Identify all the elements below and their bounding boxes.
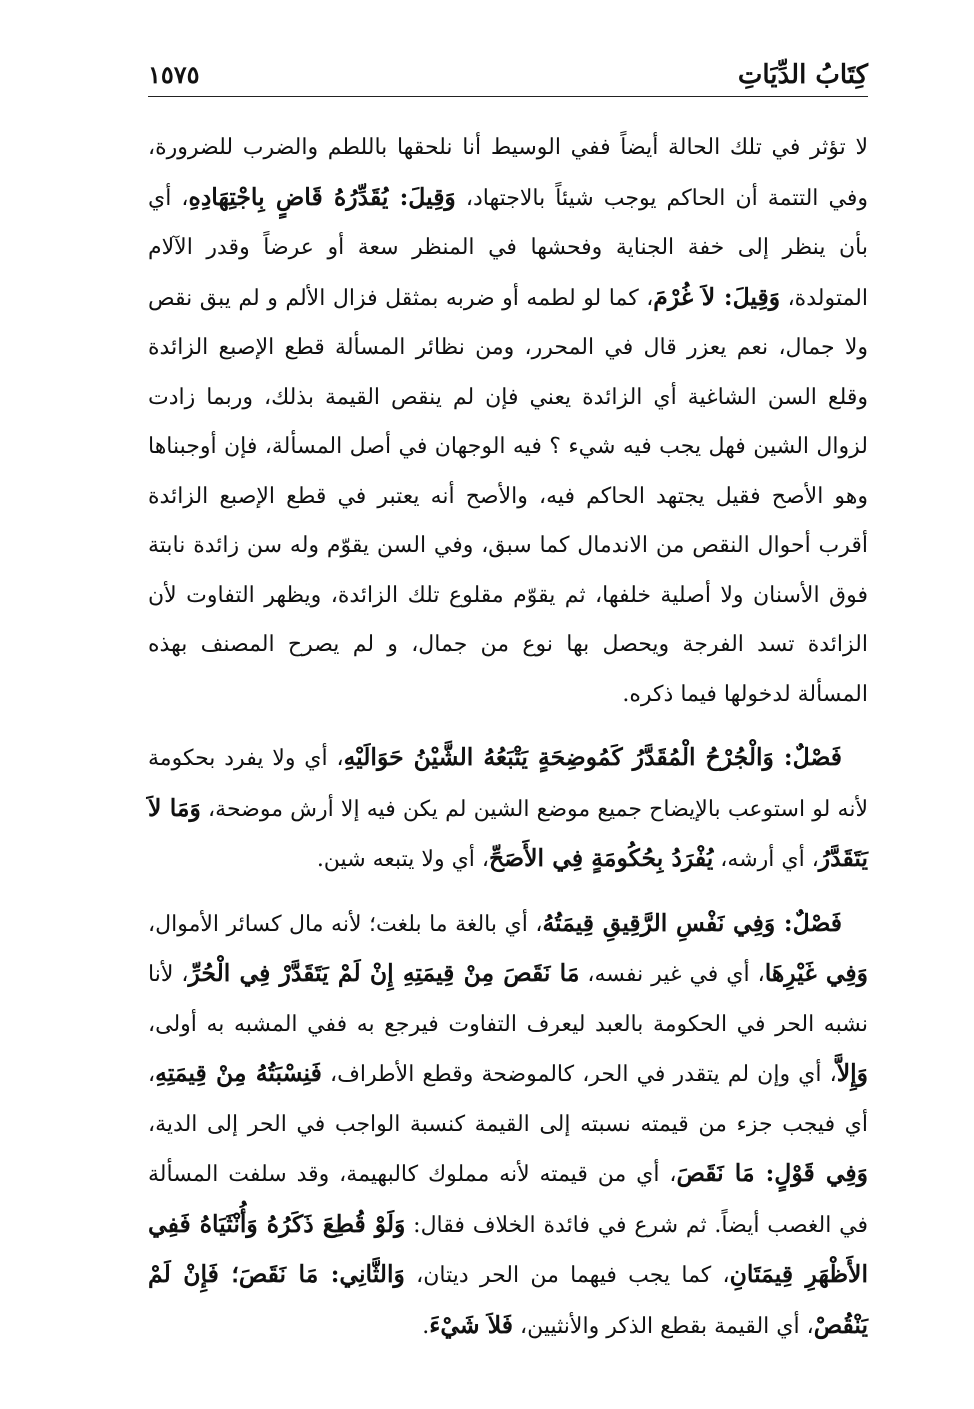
matn-text: فَصْلٌ: وَالْجُرْحُ الْمُقَدَّرُ كَمُوضِحَةٍ يَتْبَعُهُ الشَّيْنُ حَوَالَيْهِ [343,743,842,771]
paragraph-text: ، أي فيجب جزء من قيمته نسبته إلى القيمة كنسبة الواجب في الحر إلى الدية، [148,1062,868,1137]
paragraph-text: ، أي ولا يتبعه شين. [316,847,490,872]
matn-text: وَإِلاَّ [836,1059,869,1087]
paragraph-text: ، كما لو لطمه أو ضربه بمثقل فزال الألم و لم يبق نقص ولا جمال، نعم يعزر قال في المحرر، ومن نظائر المسألة قطع الإصبع الزائدة وقلع السن الشاغية أي الزائدة يعني فإن لم ينقص القيمة بذلك، وربما زادت لزوال الشين فهل يجب فيه شيء ؟ فيه الوجهان في أصل المسألة، فإن أوجبناها وهو الأصح فقيل يجتهد الحاكم فيه، والأصح أنه يعتبر في قطع الإصبع الزائدة أقرب أحوال النقص من الاندمال كما سبق، وفي السن يقوّم وله سن زائدة نابتة فوق الأسنان ولا أصلية خلفها، ثم يقوّم مقلوع تلك الزائدة، ويظهر التفاوت لأن الزائدة تسد الفرجة ويحصل بها نوع من جمال، و لم يصرح المصنف بهذه المسألة لدخولها فيما ذكره. [148,285,868,707]
matn-text: فَصْلٌ: وَفِي نَفْسِ الرَّقِيقِ قِيمَتُهُ [542,908,842,937]
running-header [148,56,868,97]
paragraph-2 [148,733,868,885]
paragraph-text: ، أي وإن لم يتقدر في الحر، كالموضحة وقطع الأطراف، [321,1062,837,1087]
matn-text: وَفِي قَوْلٍ: مَا نَقَصَ [676,1159,868,1187]
paragraph-text: ، أي من قيمته لأنه مملوك كالبهيمة، وقد سلفت المسألة في الغصب أيضاً. ثم شرع في فائدة الخلاف فقال: [148,1162,869,1238]
paragraph-text: ، كما يجب فيهما من الحر ديتان، [404,1263,730,1288]
matn-text: وَقِيلَ: يُقَدِّرُهُ قَاضٍ بِاجْتِهَادِهِ [188,182,456,211]
matn-text: فَنِسْبَتُهُ مِنْ قِيمَتِهِ [155,1059,322,1087]
matn-text: وَالثَّانِي: مَا نَقَصَ؛ فَإِنْ لَمْ يَنْقُصْ [148,1260,868,1339]
page-body [148,123,868,1351]
paragraph-text: لا تؤثر في تلك الحالة أيضاً ففي الوسيط أنا نلحقها باللطم والضرب للضرورة، وفي التتمة أن الحاكم يوجب شيئاً بالاجتهاد، [148,135,868,211]
matn-text: وَلَوْ قُطِعَ ذَكَرُهُ وَأُنْثَيَاهُ فَفِي الأَظْهَرِ قِيمَتَانِ [148,1209,868,1288]
matn-text: يُفْرَدُ بِحُكُومَةٍ فِي الأَصَحِّ [489,844,714,872]
book-title: كِتَابُ الدِّيَاتِ [737,60,868,90]
matn-text: وَقِيلَ: لاَ غُرْمَ [653,282,781,311]
matn-text: فَلاَ شَيْءَ [429,1310,514,1339]
matn-text: مَا نَقَصَ مِنْ قِيمَتِهِ إِنْ لَمْ يَتَقَدَّرْ فِي الْحُرِّ [188,959,580,987]
paragraph-1 [148,123,868,719]
paragraph-text: ، أي القيمة بقطع الذكر والأنثيين، [513,1313,814,1339]
paragraph-3 [148,899,868,1352]
matn-text: وَفِي غَيْرِهَا [764,959,869,987]
paragraph-text: ، أي أرشه، [713,847,819,872]
paragraph-text: . [422,1313,430,1339]
paragraph-text: ، أي بأن ينظر إلى خفة الجناية وفحشها في المنظر سعة أو عرضاً وقدر الآلام المتولدة، [148,185,868,311]
matn-text: وَمَا لاَ يَتَقَدَّرُ [148,793,868,872]
paragraph-text: ، أي في غير نفسه، [579,962,765,987]
book-page [148,56,868,1356]
paragraph-text: ، لأنا نشبه الحر في الحكومة بالعبد ليعرف التفاوت فيرجع به ففي المشبه به أولى، [148,962,868,1037]
page-number: ١٥٧٥ [148,60,200,89]
paragraph-text: ، أي بالغة ما بلغت؛ لأنه مال كسائر الأموال، [148,911,543,937]
paragraph-text: ، أي ولا يفرد بحكومة لأنه لو استوعب بالإيضاح جميع موضع الشين لم يكن فيه إلا أرش موضحة، [148,746,868,822]
